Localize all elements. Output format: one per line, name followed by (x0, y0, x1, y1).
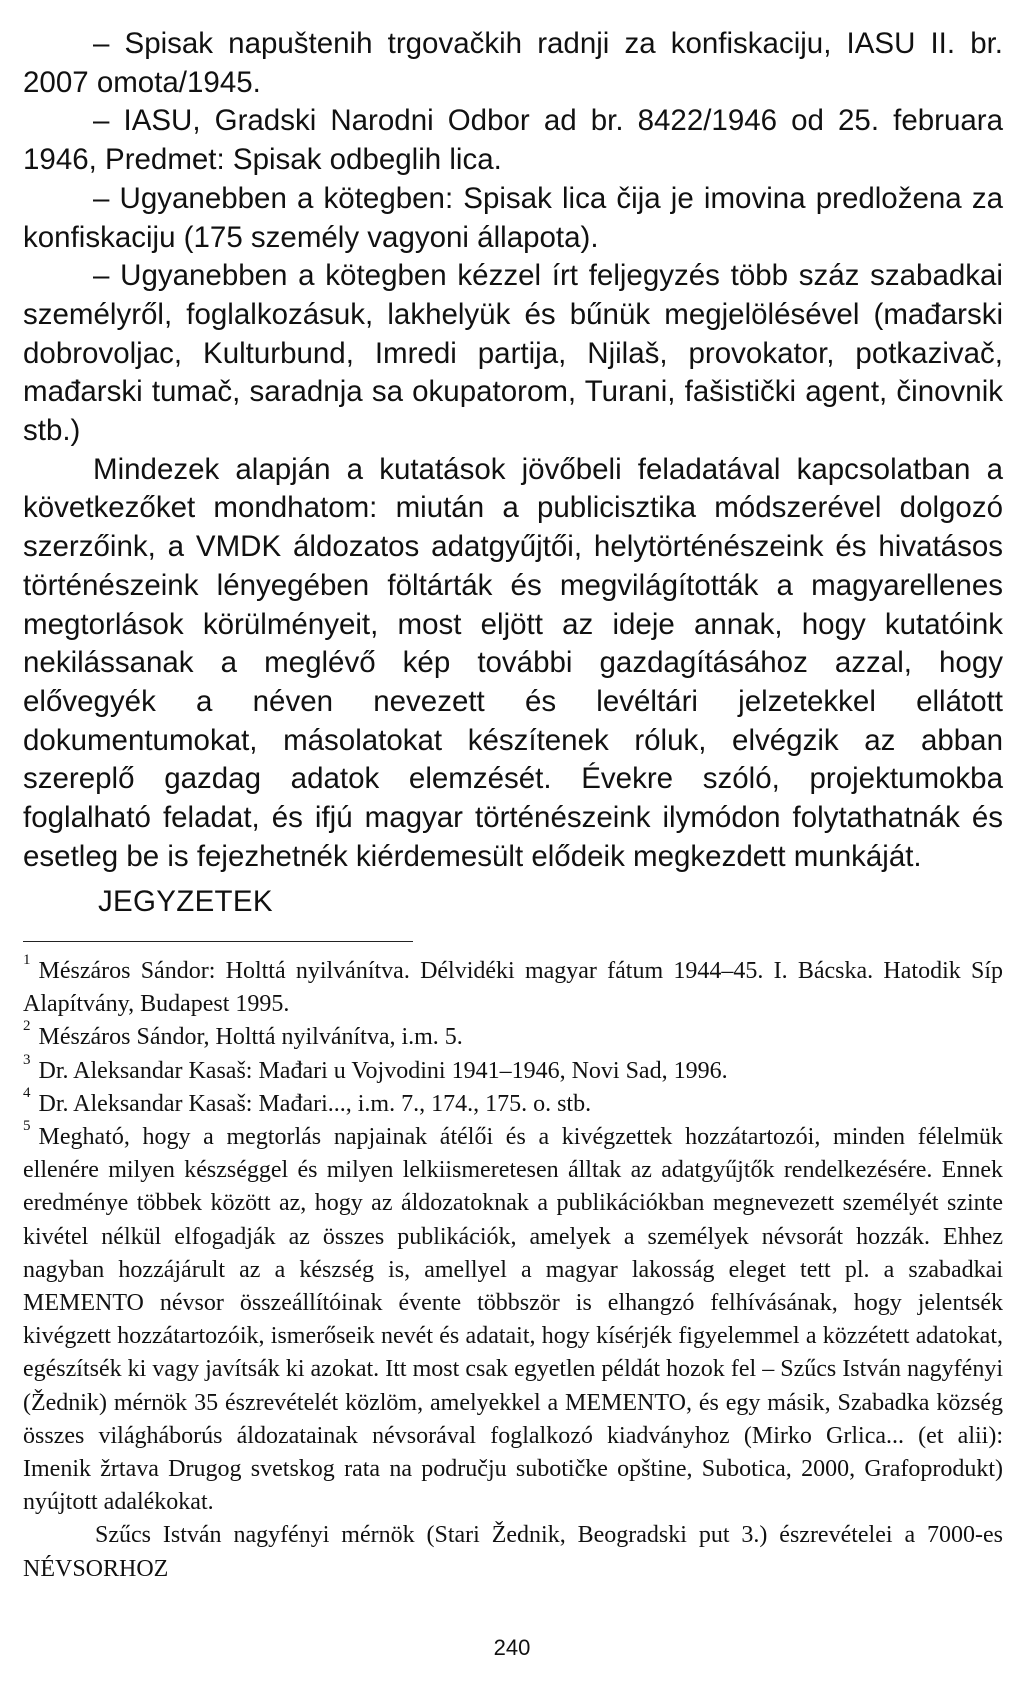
footnote-divider (23, 941, 413, 942)
footnote-text: Dr. Aleksandar Kasaš: Mađari u Vojvodini 1941–1946, Novi Sad, 1996. (38, 1057, 728, 1084)
paragraph: – Ugyanebben a kötegben: Spisak lica čija je imovina predložena za konfiskaciju (175 személy vagyoni állapota). (23, 181, 1003, 254)
footnote-text: Megható, hogy a megtorlás napjainak átélői és a kivégzettek hozzátartozói, minden félelmük ellenére milyen készséggel és milyen lelkiismeretesen álltak az adatgyűjtők rendelkezésére. Ennek eredménye többek között az, hogy az áldozatoknak a publikációkban megnevezett személyét szinte kivétel nélkül elfogadják az összes publikációk, amelyek a személyek névsorát hozzák. Ehhez nagyban hozzájárult az a készség is, amellyel a magyar lakosság eleget tett pl. a szabadkai MEMENTO névsor összeállítóinak évente többször is elhangzó felhívásának, hogy jelentsék kivégzett hozzátartozóik, ismerőseik nevét és adatait, hogy kísérjék figyelemmel a közzétett adatokat, egészítsék ki vagy javítsák ki azokat. Itt most csak egyetlen példát hozok fel – Szűcs István nagyfényi (Žednik) mérnök 35 észrevételét közlöm, amelyekkel a MEMENTO, és egy másik, Szabadka község összes világháborús áldozatainak névsorával foglalkozó kiadványhoz (Mirko Grlica... (et alii): Imenik žrtava Drugog svetskog rata na području subotičke opštine, Subotica, 2000, Grafoprodukt) nyújtott adalékokat. (23, 1124, 1003, 1516)
footnote-number: 2 (23, 1018, 31, 1035)
footnote (23, 1018, 1003, 1054)
body-text (23, 25, 1003, 876)
footnote (23, 952, 1003, 1021)
footnote-number: 5 (23, 1118, 31, 1135)
paragraph: – IASU, Gradski Narodni Odbor ad br. 8422/1946 od 25. februara 1946, Predmet: Spisak odbeglih lica. (23, 104, 1003, 177)
page-number: 240 (493, 1635, 531, 1660)
footnote-continuation: Szűcs István nagyfényi mérnök (Stari Žednik, Beogradski put 3.) észrevételei a 7000-es NÉVSORHOZ (23, 1522, 1003, 1582)
footnote-number: 3 (23, 1051, 31, 1068)
footnote-text: Mészáros Sándor, Holttá nyilvánítva, i.m. 5. (38, 1024, 463, 1051)
footnote-number: 4 (23, 1084, 31, 1101)
paragraph: Mindezek alapján a kutatások jövőbeli feladatával kapcsolatban a következőket mondhatom: miután a publicisztika módszerével dolgozó szerzőink, a VMDK áldozatos adatgyűjtői, helytörténészeink és hivatásos történészeink lényegében föltárták és megvilágították a magyarellenes megtorlások körülményeit, most eljött az ideje annak, hogy kutatóink nekilássanak a meglévő kép további gazdagításához azzal, hogy elővegyék a néven nevezett és levéltári jelzetekkel ellátott dokumentumokat, másolatokat készítenek róluk, elvégzik az abban szereplő gazdag adatok elemzését. Évekre szóló, projektumokba foglalható feladat, és ifjú magyar történészeink ilymódon folytathatnák és esetleg be is fejezhetnék kiérdemesült elődeik megkezdett munkáját. (23, 452, 1003, 873)
paragraph: – Ugyanebben a kötegben kézzel írt feljegyzés több száz szabadkai személyről, foglalkozásuk, lakhelyük és bűnük megjelölésével (mađarski dobrovoljac, Kulturbund, Imredi partija, Njilaš, provokator, potkazivač, mađarski tumač, saradnja sa okupatorom, Turani, fašistički agent, činovnik stb.) (23, 259, 1003, 448)
footnote (23, 1118, 1003, 1519)
paragraph: – Spisak napuštenih trgovačkih radnji za konfiskaciju, IASU II. br. 2007 omota/1945. (23, 27, 1003, 99)
footnote-text: Mészáros Sándor: Holttá nyilvánítva. Délvidéki magyar fátum 1944–45. I. Bácska. Hatodik Síp Alapítvány, Budapest 1995. (23, 958, 1003, 1018)
footnote (23, 1084, 1003, 1121)
footnotes (23, 952, 1003, 1586)
footnote-number: 1 (23, 952, 31, 968)
footnote-text: Dr. Aleksandar Kasaš: Mađari..., i.m. 7., 174., 175. o. stb. (38, 1090, 592, 1117)
section-title: JEGYZETEK (98, 885, 273, 918)
footnote (23, 1051, 1003, 1088)
